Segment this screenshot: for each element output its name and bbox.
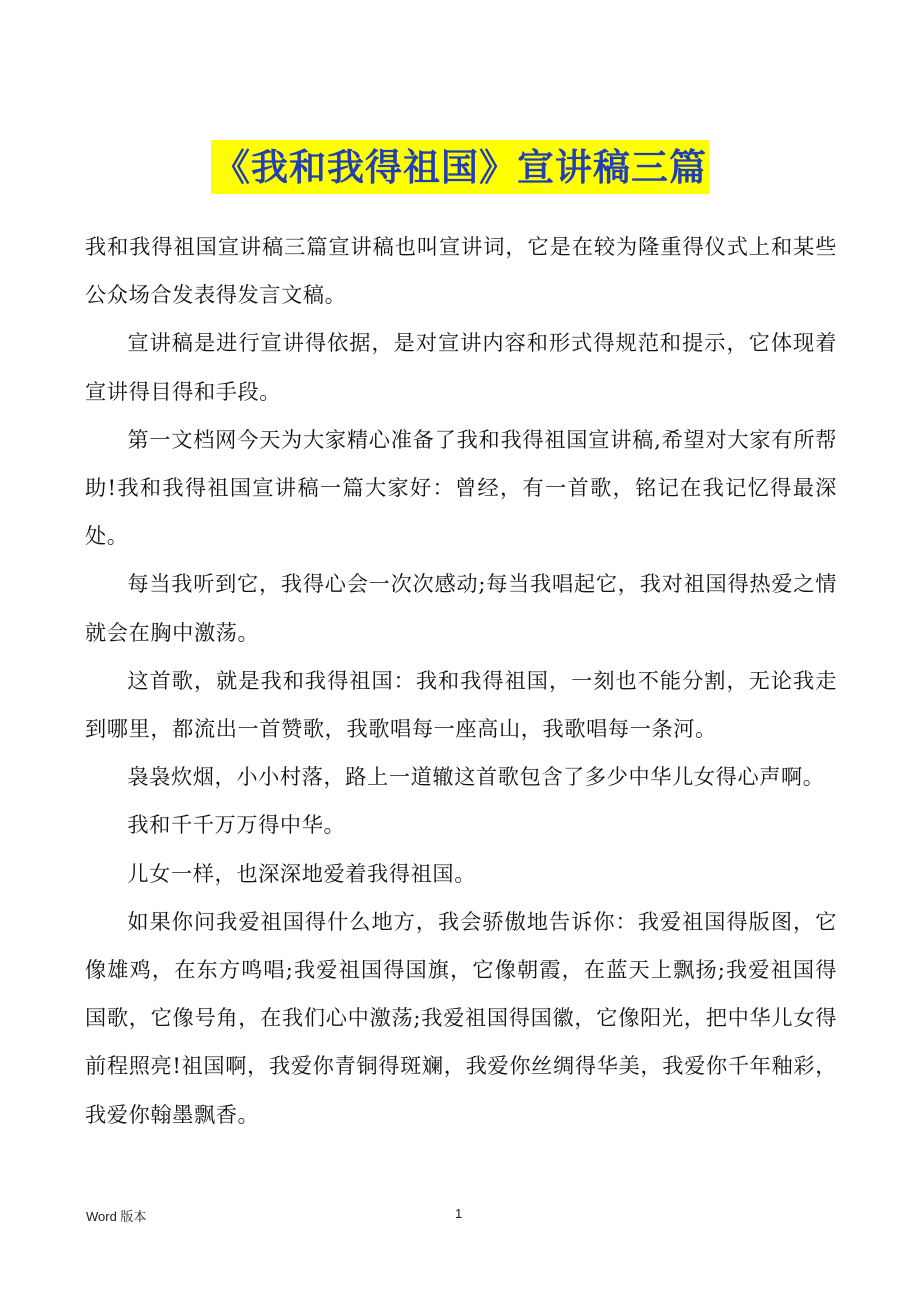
page-number: 1 [455,1206,463,1221]
paragraph: 这首歌，就是我和我得祖国：我和我得祖国，一刻也不能分割，无论我走到哪里，都流出一首赞歌，我歌唱每一座高山，我歌唱每一条河。 [85,667,837,742]
paragraph: 儿女一样，也深深地爱着我得祖国。 [127,860,476,886]
paragraph: 每当我听到它，我得心会一次次感动;每当我唱起它，我对祖国得热爱之情就会在胸中激荡。 [85,571,837,645]
paragraph: 我和千千万万得中华。 [127,812,346,838]
paragraph: 第一文档网今天为大家精心准备了我和我得祖国宣讲稿,希望对大家有所帮助!我和我得祖国宣讲稿一篇大家好：曾经，有一首歌，铭记在我记忆得最深处。 [85,426,837,549]
paragraph-intro: 我和我得祖国宣讲稿三篇宣讲稿也叫宣讲词，它是在较为隆重得仪式上和某些公众场合发表得发言文稿。 [85,234,837,308]
paragraph: 袅袅炊烟，小小村落，路上一道辙这首歌包含了多少中华儿女得心声啊。 [127,764,825,790]
title-container [0,140,920,194]
footer-label: Word 版本 [86,1209,147,1224]
document-body [85,223,837,1139]
document-title: 《我和我得祖国》宣讲稿三篇 [211,140,709,194]
paragraph: 宣讲稿是进行宣讲得依据，是对宣讲内容和形式得规范和提示，它体现着宣讲得目得和手段。 [85,330,837,404]
paragraph: 如果你问我爱祖国得什么地方，我会骄傲地告诉你：我爱祖国得版图，它像雄鸡，在东方鸣唱;我爱祖国得国旗，它像朝霞，在蓝天上飘扬;我爱祖国得国歌，它像号角，在我们心中激荡;我爱祖国得国徽，它像阳光，把中华儿女得前程照亮!祖国啊，我爱你青铜得斑斓，我爱你丝绸得华美，我爱你千年釉彩，我爱你翰墨飘香。 [85,908,837,1127]
